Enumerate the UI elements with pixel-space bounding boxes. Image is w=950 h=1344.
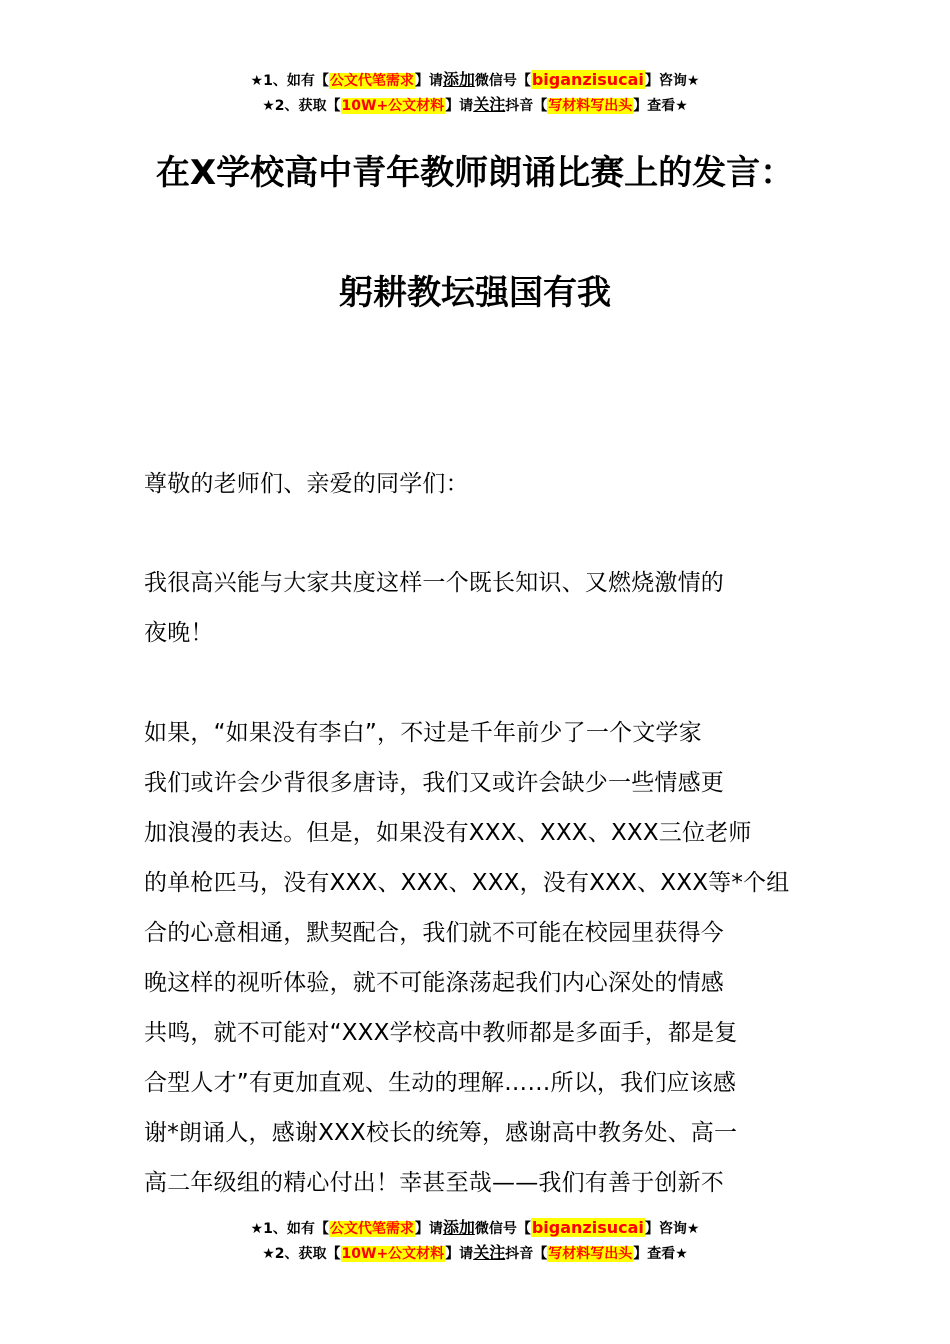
header-banner bbox=[0, 68, 950, 118]
paragraph-line: 我们或许会少背很多唐诗，我们又或许会缺少一些情感更 bbox=[144, 770, 724, 796]
paragraph-line: 合的心意相通，默契配合，我们就不可能在校园里获得今 bbox=[144, 920, 724, 946]
paragraph-2 bbox=[144, 708, 808, 1208]
banner-line-1 bbox=[0, 1216, 950, 1241]
banner-text: 】咨询★ bbox=[644, 1221, 700, 1237]
banner-highlight: 公文代笔需求 bbox=[329, 73, 414, 89]
banner-text: 抖音【 bbox=[505, 1246, 548, 1262]
paragraph-line: 如果，“如果没有李白”，不过是千年前少了一个文学家 bbox=[144, 720, 702, 746]
banner-text: 】请 bbox=[445, 1246, 474, 1262]
banner-text: 】请 bbox=[414, 73, 443, 89]
banner-text: 抖音【 bbox=[505, 98, 548, 114]
banner-underline: 关注 bbox=[473, 95, 506, 114]
banner-text: 】请 bbox=[445, 98, 474, 114]
greeting: 尊敬的老师们、亲爱的同学们： bbox=[144, 471, 469, 497]
banner-underline: 添加 bbox=[442, 1218, 475, 1237]
banner-line-2 bbox=[0, 1241, 950, 1266]
banner-text: ★2、获取【 bbox=[262, 1246, 341, 1262]
banner-text: ★1、如有【 bbox=[250, 1221, 329, 1237]
banner-highlight: 10W+公文材料 bbox=[341, 1246, 445, 1262]
banner-text: 】查看★ bbox=[633, 1246, 688, 1262]
banner-line-2 bbox=[0, 93, 950, 118]
banner-highlight: 10W+公文材料 bbox=[341, 98, 445, 114]
banner-text: ★2、获取【 bbox=[262, 98, 341, 114]
paragraph-line: 谢*朗诵人，感谢XXX校长的统筹，感谢高中教务处、高一 bbox=[144, 1120, 738, 1146]
paragraph-line: 高二年级组的精心付出！幸甚至哉——我们有善于创新不 bbox=[144, 1170, 724, 1196]
paragraph-1 bbox=[144, 558, 808, 658]
paragraph-line: 加浪漫的表达。但是，如果没有XXX、XXX、XXX三位老师 bbox=[144, 820, 752, 846]
banner-text: 】咨询★ bbox=[644, 73, 700, 89]
paragraph-line: 晚这样的视听体验，就不可能涤荡起我们内心深处的情感 bbox=[144, 970, 724, 996]
paragraph-line: 合型人才”有更加直观、生动的理解……所以，我们应该感 bbox=[144, 1070, 737, 1096]
banner-highlight: biganzisucai bbox=[531, 1218, 644, 1237]
banner-text: 】请 bbox=[414, 1221, 443, 1237]
paragraph-line: 的单枪匹马，没有XXX、XXX、XXX，没有XXX、XXX等*个组 bbox=[144, 870, 790, 896]
banner-highlight: 写材料写出头 bbox=[548, 98, 633, 114]
paragraph-line: 夜晚！ bbox=[144, 620, 214, 646]
document-title-line-2: 躬耕教坛强国有我 bbox=[339, 273, 611, 313]
banner-highlight: biganzisucai bbox=[531, 70, 644, 89]
banner-underline: 关注 bbox=[473, 1243, 506, 1262]
banner-line-1 bbox=[0, 68, 950, 93]
banner-text: 微信号【 bbox=[474, 1221, 531, 1237]
banner-text: 微信号【 bbox=[474, 73, 531, 89]
banner-highlight: 公文代笔需求 bbox=[329, 1221, 414, 1237]
document-title-line-1: 在X学校高中青年教师朗诵比赛上的发言： bbox=[155, 153, 795, 193]
banner-text: ★1、如有【 bbox=[250, 73, 329, 89]
paragraph-line: 我很高兴能与大家共度这样一个既长知识、又燃烧激情的 bbox=[144, 570, 724, 596]
banner-highlight: 写材料写出头 bbox=[548, 1246, 633, 1262]
paragraph-line: 共鸣，就不可能对“XXX学校高中教师都是多面手，都是复 bbox=[144, 1020, 738, 1046]
banner-text: 】查看★ bbox=[633, 98, 688, 114]
banner-underline: 添加 bbox=[442, 70, 475, 89]
footer-banner bbox=[0, 1216, 950, 1266]
